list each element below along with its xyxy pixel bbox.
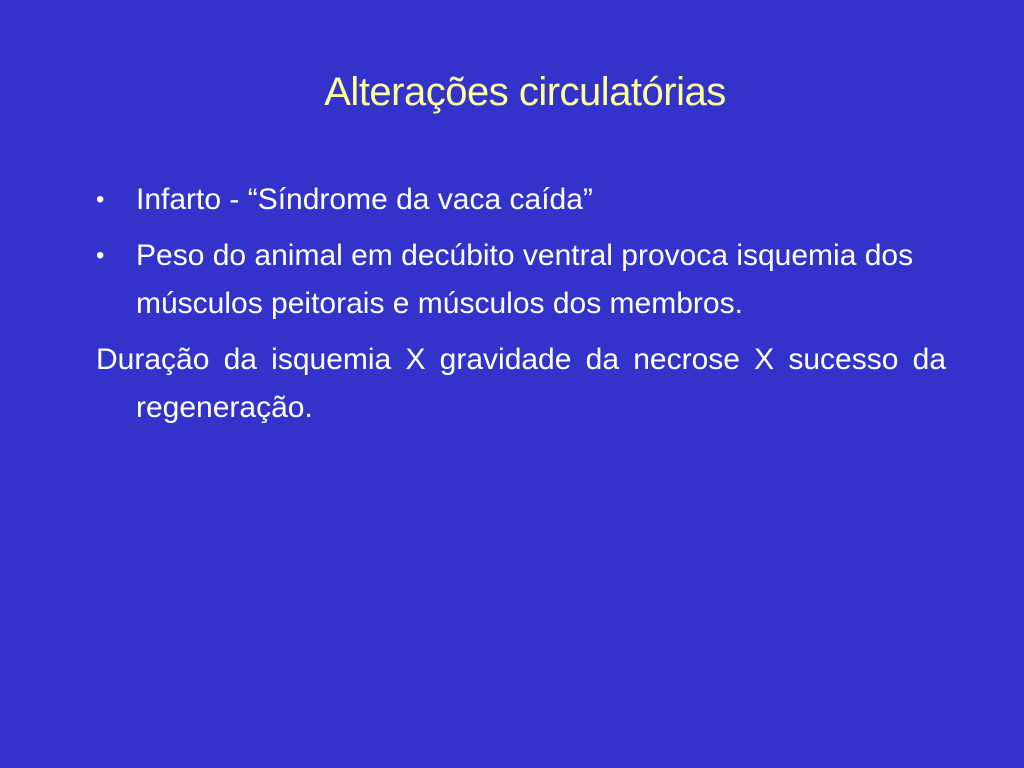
bullet-text: Peso do animal em decúbito ventral provoca isquemia dos músculos peitorais e músculos dos membros. <box>136 239 914 320</box>
bullet-icon: • <box>96 186 105 213</box>
conclusion-paragraph: Duração da isquemia X gravidade da necrose X sucesso da regeneração. <box>96 343 946 424</box>
bullet-text: Infarto - “Síndrome da vaca caída” <box>136 183 593 216</box>
bullet-item <box>96 232 946 328</box>
bullet-icon: • <box>96 242 105 269</box>
slide-title: Alterações circulatórias <box>324 70 726 114</box>
bullet-item <box>96 176 946 224</box>
slide-body <box>96 176 946 432</box>
